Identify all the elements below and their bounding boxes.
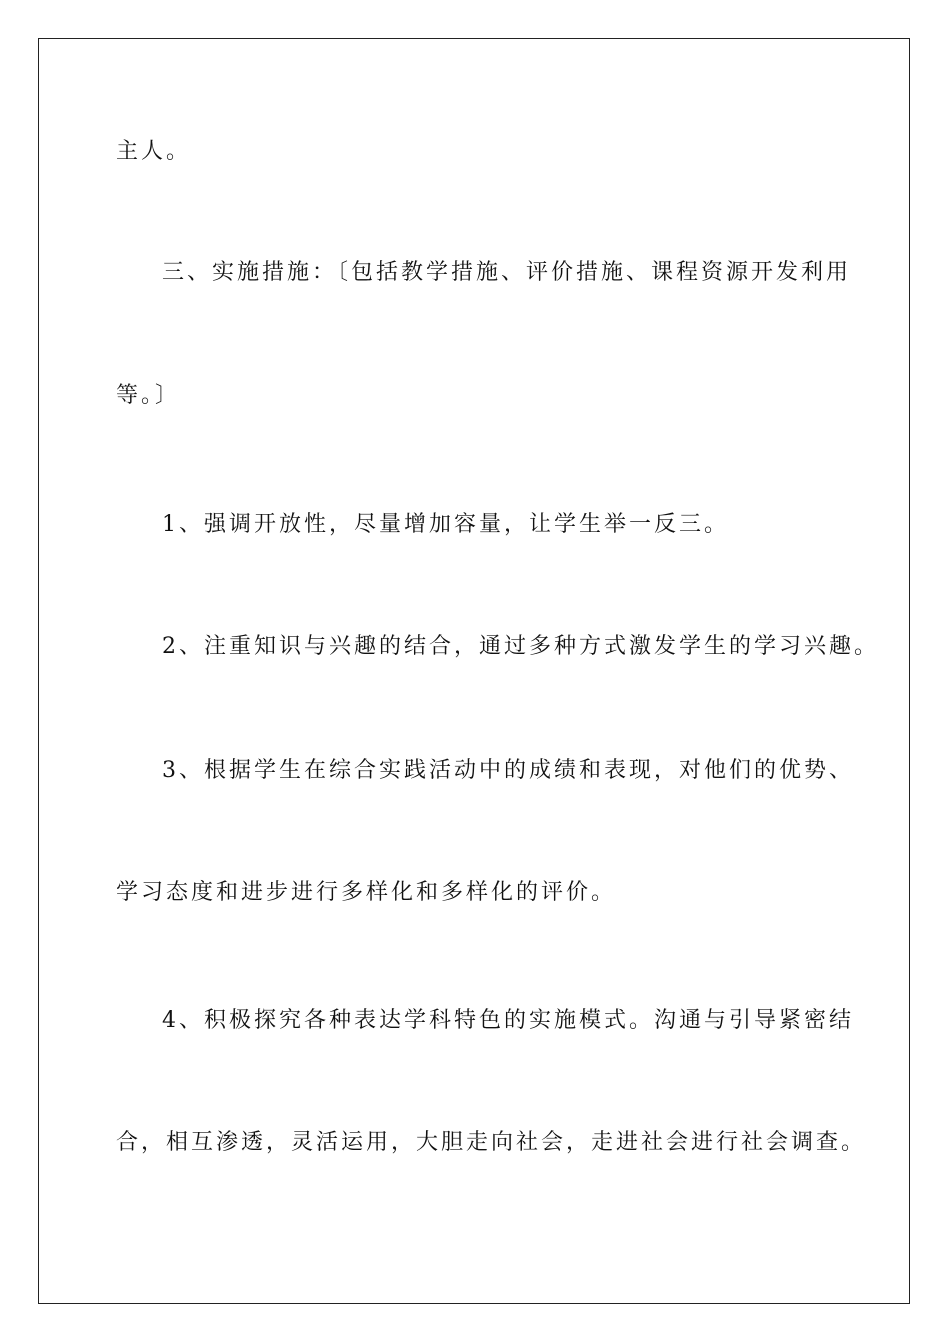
list-item-3-cont: 学习态度和进步进行多样化和多样化的评价。 [116,880,617,905]
list-item-2: 2、注重知识与兴趣的结合，通过多种方式激发学生的学习兴趣。 [162,634,879,659]
list-item-4: 4、积极探究各种表达学科特色的实施模式。沟通与引导紧密结 [162,1008,854,1033]
list-item-4-cont: 合，相互渗透，灵活运用，大胆走向社会，走进社会进行社会调查。 [116,1130,867,1155]
list-item-3: 3、根据学生在综合实践活动中的成绩和表现，对他们的优势、 [162,758,854,783]
text-line-continuation: 主人。 [116,139,192,164]
section-heading-measures: 三、实施措施：〔包括教学措施、评价措施、课程资源开发利用 [162,260,852,285]
page-border [38,38,910,1304]
section-heading-measures-cont: 等。〕 [116,383,181,408]
list-item-1: 1、强调开放性，尽量增加容量，让学生举一反三。 [162,512,729,537]
